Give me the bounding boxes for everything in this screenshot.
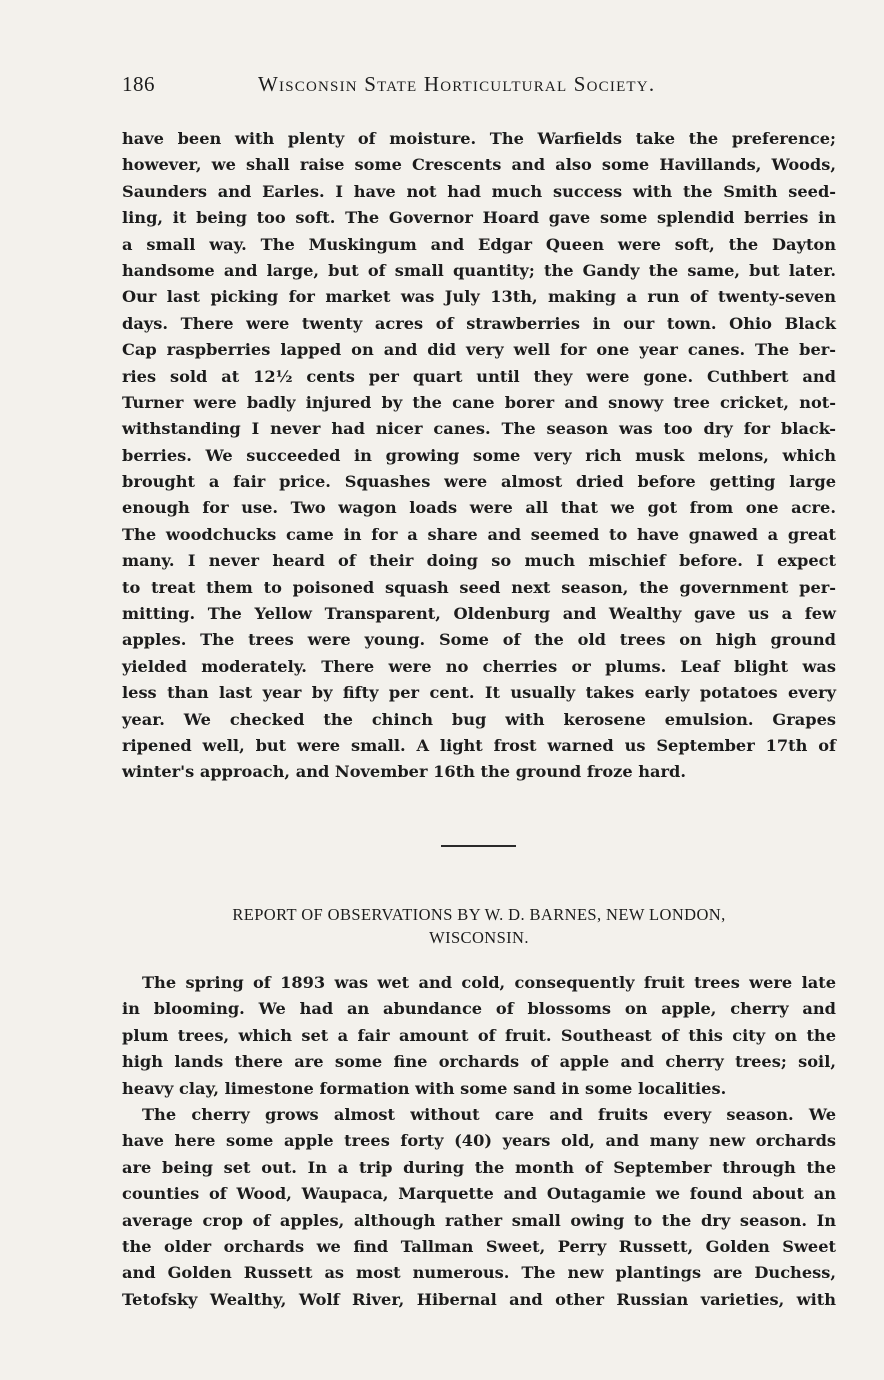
text-line: less than last year by fifty per cent. It usually takes early potatoes every	[122, 683, 836, 703]
text-line: in blooming. We had an abundance of blossoms on apple, cherry and	[122, 999, 836, 1019]
text-line: are being set out. In a trip during the month of September through the	[122, 1157, 836, 1177]
text-line: The woodchucks came in for a share and seemed to have gnawed a great	[122, 524, 836, 544]
text-line: Cap raspberries lapped on and did very well for one year canes. The ber-	[122, 340, 836, 360]
paragraph-barnes-report	[122, 970, 836, 1313]
text-line: ling, it being too soft. The Governor Hoard gave some splendid berries in	[122, 208, 836, 228]
running-head	[122, 72, 727, 102]
section-heading-line: WISCONSIN.	[429, 928, 529, 947]
text-line: handsome and large, but of small quantity; the Gandy the same, but later.	[122, 260, 836, 280]
text-line: many. I never heard of their doing so much mischief before. I expect	[122, 551, 836, 571]
text-line: ries sold at 12½ cents per quart until they were gone. Cuthbert and	[122, 366, 836, 386]
text-line: enough for use. Two wagon loads were all that we got from one acre.	[122, 498, 836, 518]
text-line: a small way. The Muskingum and Edgar Queen were soft, the Dayton	[122, 234, 836, 254]
text-line: mitting. The Yellow Transparent, Oldenburg and Wealthy gave us a few	[122, 604, 836, 624]
text-line: high lands there are some fine orchards of apple and cherry trees; soil,	[122, 1052, 836, 1072]
paragraph-strawberry-report	[122, 126, 836, 786]
text-line: brought a fair price. Squashes were almost dried before getting large	[122, 472, 836, 492]
text-line: have here some apple trees forty (40) years old, and many new orchards	[122, 1131, 836, 1151]
section-divider	[441, 845, 516, 847]
text-line: plum trees, which set a fair amount of fruit. Southeast of this city on the	[122, 1025, 836, 1045]
page-number: 186	[122, 72, 155, 96]
text-line: berries. We succeeded in growing some very rich musk melons, which	[122, 445, 836, 465]
text-line: heavy clay, limestone formation with some sand in some localities.	[122, 1078, 727, 1098]
journal-title: Wisconsin State Horticultural Society.	[258, 72, 656, 96]
text-line: to treat them to poisoned squash seed next season, the government per-	[122, 577, 836, 597]
text-line: Our last picking for market was July 13th, making a run of twenty-seven	[122, 287, 836, 307]
text-line: yielded moderately. There were no cherries or plums. Leaf blight was	[122, 656, 836, 676]
text-line: days. There were twenty acres of strawberries in our town. Ohio Black	[122, 313, 836, 333]
text-line: year. We checked the chinch bug with kerosene emulsion. Grapes	[122, 709, 836, 729]
text-line: The spring of 1893 was wet and cold, consequently fruit trees were late	[142, 973, 836, 992]
text-line: average crop of apples, although rather small owing to the dry season. In	[122, 1210, 836, 1230]
text-line: have been with plenty of moisture. The Warfields take the preference;	[122, 129, 836, 148]
text-line: The cherry grows almost without care and fruits every season. We	[142, 1104, 836, 1124]
text-line: Tetofsky Wealthy, Wolf River, Hibernal and other Russian varieties, with	[122, 1289, 836, 1309]
text-line: ripened well, but were small. A light frost warned us September 17th of	[122, 735, 836, 755]
section-heading-line: REPORT OF OBSERVATIONS BY W. D. BARNES, NEW LONDON,	[232, 905, 726, 924]
text-line: and Golden Russett as most numerous. The new plantings are Duchess,	[122, 1263, 836, 1283]
text-line: Turner were badly injured by the cane borer and snowy tree cricket, not-	[122, 392, 836, 412]
text-line: however, we shall raise some Crescents and also some Havillands, Woods,	[122, 155, 836, 175]
text-line: Saunders and Earles. I have not had much success with the Smith seed-	[122, 181, 836, 201]
text-line: apples. The trees were young. Some of the old trees on high ground	[122, 630, 836, 650]
text-line: withstanding I never had nicer canes. The season was too dry for black-	[122, 419, 836, 439]
section-heading	[122, 903, 836, 949]
text-line: counties of Wood, Waupaca, Marquette and Outagamie we found about an	[122, 1184, 836, 1204]
text-line: the older orchards we find Tallman Sweet, Perry Russett, Golden Sweet	[122, 1236, 836, 1256]
text-line: winter's approach, and November 16th the ground froze hard.	[122, 762, 687, 782]
